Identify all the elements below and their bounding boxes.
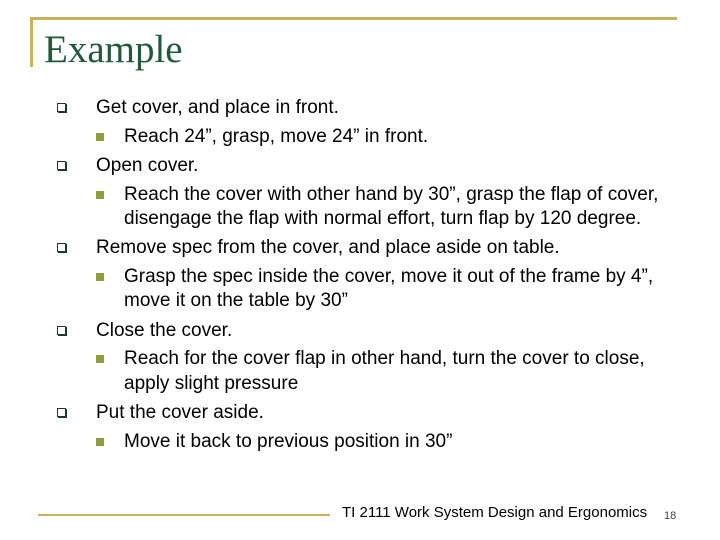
list-item-text: Put the cover aside. [96,401,264,423]
square-bullet-icon [57,243,66,252]
sub-list-item-text: Grasp the spec inside the cover, move it out of the frame by 4”, move it on the table by 30” [124,266,654,312]
square-bullet-icon [57,326,66,335]
list-item [70,96,690,120]
list-item-text: Get cover, and place in front. [96,97,339,118]
sub-list-item [95,125,690,149]
frame-left-line [30,17,33,67]
filled-square-bullet-icon [96,191,104,199]
square-bullet-icon [57,103,66,112]
list-item [70,319,690,343]
sub-list-item [95,183,690,232]
sub-list-item-text: Move it back to previous position in 30” [124,430,453,452]
slide-title: Example [44,28,183,71]
sub-list-item-text: Reach the cover with other hand by 30”, grasp the flap of cover, disengage the flap with normal effort, turn flap by 120 degree. [124,183,659,230]
square-bullet-icon [57,161,66,170]
list-item [70,236,690,260]
sub-list-item [95,265,690,314]
frame-top-line [30,17,677,20]
list-item-text: Remove spec from the cover, and place aside on table. [96,237,560,259]
list-item [70,154,690,178]
footer-divider [38,514,330,516]
sub-list-item [95,430,690,454]
sub-list-item-text: Reach for the cover flap in other hand, turn the cover to close, apply slight pressure [124,348,645,394]
filled-square-bullet-icon [96,273,104,281]
list-item-text: Open cover. [96,154,199,176]
filled-square-bullet-icon [96,438,104,446]
page-number: 18 [664,510,677,522]
square-bullet-icon [57,408,66,417]
filled-square-bullet-icon [96,133,104,141]
filled-square-bullet-icon [96,355,104,363]
slide-content [70,96,690,454]
sub-list-item [95,347,690,396]
footer-text: TI 2111 Work System Design and Ergonomics [342,504,648,521]
list-item-text: Close the cover. [96,319,233,341]
list-item [70,401,690,425]
sub-list-item-text: Reach 24”, grasp, move 24” in front. [124,125,429,147]
